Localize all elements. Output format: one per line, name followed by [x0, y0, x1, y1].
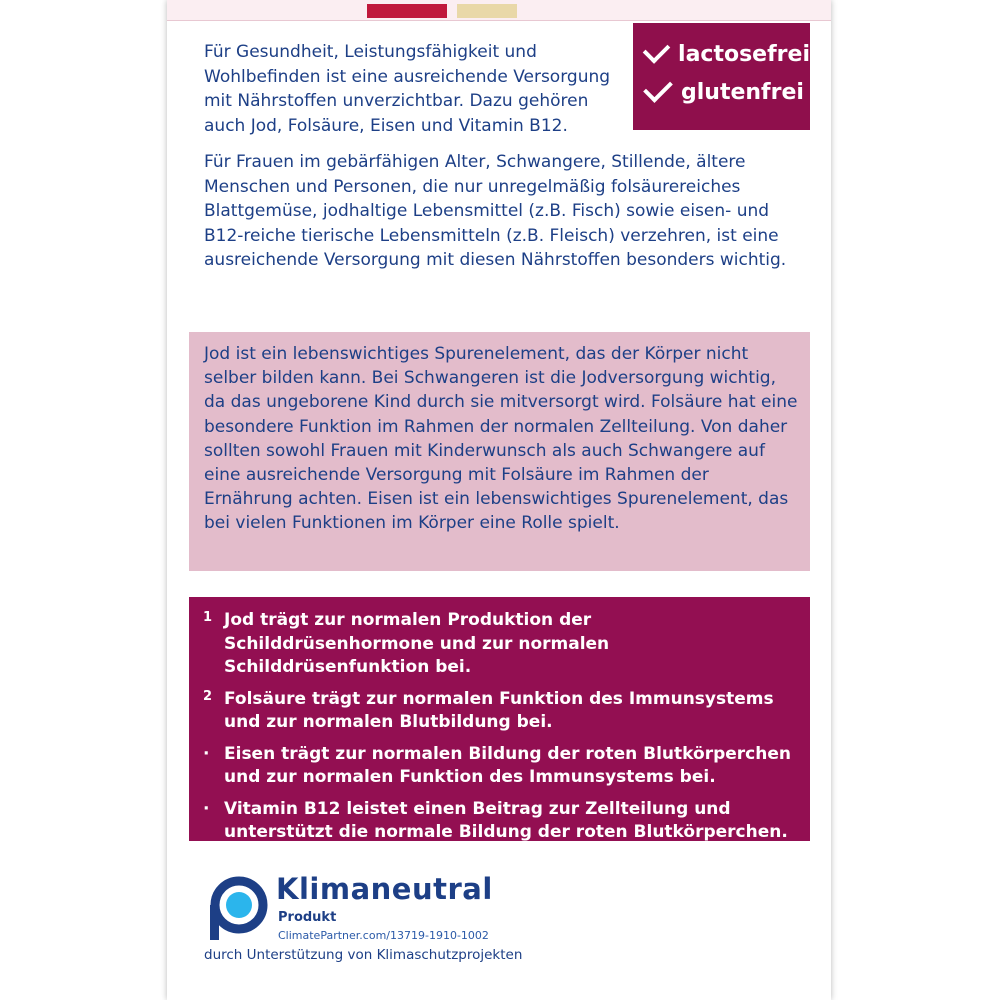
- claim-item: [203, 798, 798, 845]
- climate-subtitle: Produkt: [278, 910, 337, 925]
- claim-item: [203, 688, 798, 735]
- climate-title: Klimaneutral: [276, 872, 493, 906]
- info-panel: [189, 332, 810, 571]
- intro-paragraph-2: Für Frauen im gebärfähigen Alter, Schwangere, Stillende, ältere Menschen und Personen, die nur unregelmäßig folsäurereiches Blattgemüse, jodhaltige Lebensmittel (z.B. Fisch) sowie eisen- und B12-reiche tierische Lebensmitteln (z.B. Fleisch) verzehren, ist eine ausreichende Versorgung mit diesen Nährstoffen besonders wichtig.: [204, 152, 787, 270]
- free-from-badge: [633, 23, 810, 130]
- claim-text: Eisen trägt zur normalen Bildung der roten Blutkörperchen und zur normalen Funktion des Immunsystems bei.: [224, 743, 791, 787]
- package-back-panel: [167, 0, 831, 1000]
- info-text: Jod ist ein lebenswichtiges Spurenelement, das der Körper nicht selber bilden kann. Bei Schwangeren ist die Jodversorgung wichtig, da das ungeborene Kind durch sie mitversorgt wird. Folsäure hat eine besondere Funktion im Rahmen der normalen Zellteilung. Von daher sollten sowohl Frauen mit Kinderwunsch als auch Schwangere auf eine ausreichende Versorgung mit Folsäure im Rahmen der Ernährung achten. Eisen ist ein lebenswichtiges Spurenelement, das bei vielen Funktionen im Körper eine Rolle spielt.: [204, 344, 798, 534]
- claim-text: Jod trägt zur normalen Produktion der Schilddrüsenhormone und zur normalen Schilddrüsenfunktion bei.: [224, 610, 610, 677]
- top-edge-gold-label: [457, 4, 517, 18]
- checkmark-icon: [643, 73, 673, 103]
- badge-item-glutenfrei: glutenfrei: [641, 73, 810, 111]
- claim-marker: 2: [203, 688, 213, 704]
- claim-item: [203, 743, 798, 790]
- top-edge-red-label: [367, 4, 447, 18]
- claim-marker: ·: [203, 743, 210, 764]
- claim-marker: ·: [203, 798, 210, 819]
- intro-paragraph-1: Für Gesundheit, Leistungsfähigkeit und Wohlbefinden ist eine ausreichende Versorgung mit Nährstoffen unverzichtbar. Dazu gehören auch Jod, Folsäure, Eisen und Vitamin B12.: [204, 42, 611, 136]
- climate-partner-url: ClimatePartner.com/13719-1910-1002: [278, 929, 489, 942]
- checkmark-icon: [643, 36, 671, 64]
- claim-text: Folsäure trägt zur normalen Funktion des Immunsystems und zur normalen Blutbildung bei.: [224, 688, 774, 732]
- claim-marker: 1: [203, 610, 213, 625]
- climate-partner-logo-icon: [204, 872, 274, 942]
- package-top-edge: [167, 0, 831, 21]
- badge-item-lactosefrei: lactosefrei: [641, 35, 810, 73]
- claim-text: Vitamin B12 leistet einen Beitrag zur Zellteilung und unterstützt die normale Bildung der roten Blutkörperchen.: [224, 798, 788, 842]
- climate-support-text: durch Unterstützung von Klimaschutzprojekten: [204, 947, 523, 963]
- health-claims-panel: [189, 597, 810, 841]
- claim-item: [203, 609, 798, 680]
